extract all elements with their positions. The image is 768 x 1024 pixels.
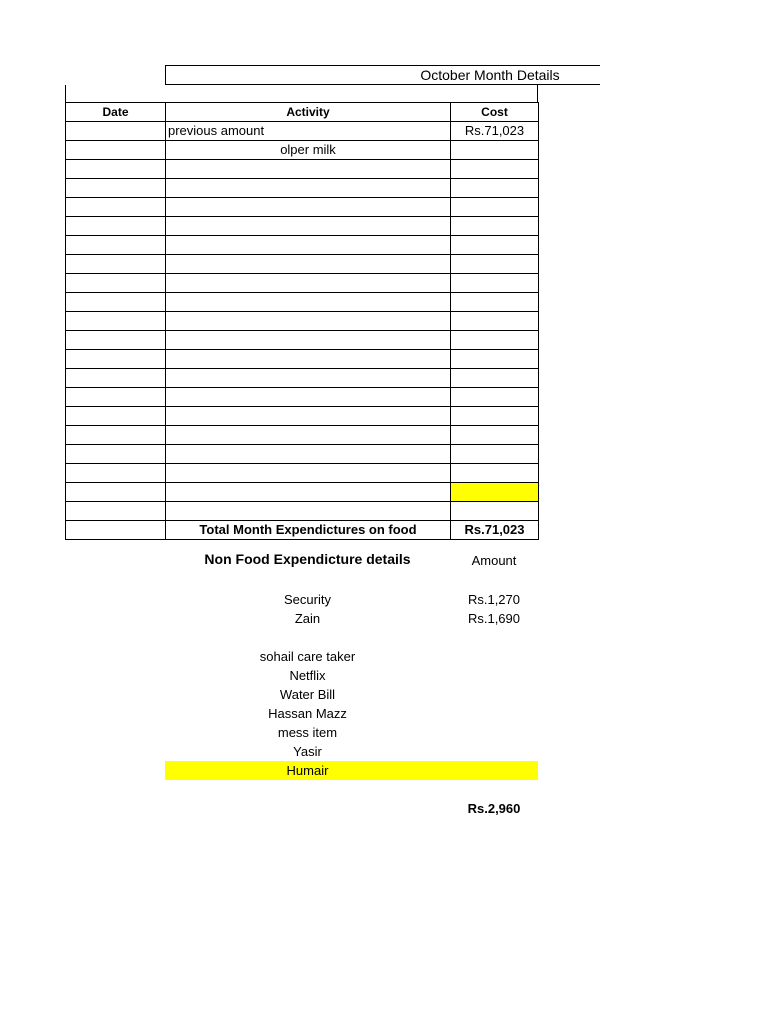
date-cell[interactable]	[66, 122, 166, 141]
total-label[interactable]: Total Month Expendictures on food	[166, 521, 451, 540]
date-cell[interactable]	[66, 312, 166, 331]
item-name: Humair	[286, 763, 329, 778]
table-row	[66, 274, 539, 293]
cost-cell[interactable]: Rs.71,023	[451, 122, 539, 141]
list-item[interactable]	[165, 609, 538, 628]
item-name: Netflix	[289, 668, 326, 683]
date-cell[interactable]	[66, 464, 166, 483]
cost-cell[interactable]	[451, 388, 539, 407]
date-cell[interactable]	[66, 426, 166, 445]
date-cell[interactable]	[66, 274, 166, 293]
cost-cell[interactable]	[451, 141, 539, 160]
item-name: Yasir	[293, 744, 322, 759]
non-food-title: Non Food Expendicture details	[204, 551, 411, 567]
date-cell[interactable]	[66, 198, 166, 217]
list-item[interactable]	[165, 590, 538, 609]
table-row	[66, 255, 539, 274]
activity-cell[interactable]	[166, 502, 451, 521]
list-item-highlighted[interactable]	[165, 761, 538, 780]
item-amount: Rs.1,690	[467, 611, 521, 626]
date-cell[interactable]	[66, 502, 166, 521]
cost-cell[interactable]	[451, 293, 539, 312]
list-item[interactable]	[165, 723, 538, 742]
table-row	[66, 388, 539, 407]
date-cell[interactable]	[66, 160, 166, 179]
table-row	[66, 350, 539, 369]
date-cell[interactable]	[66, 388, 166, 407]
cost-cell[interactable]	[451, 236, 539, 255]
cost-cell[interactable]	[451, 483, 539, 502]
item-name: Water Bill	[279, 687, 336, 702]
activity-cell[interactable]: olper milk	[166, 141, 451, 160]
activity-cell[interactable]	[166, 426, 451, 445]
date-cell[interactable]	[66, 369, 166, 388]
activity-cell[interactable]	[166, 236, 451, 255]
table-row	[66, 141, 539, 160]
cost-cell[interactable]	[451, 179, 539, 198]
table-row	[66, 217, 539, 236]
item-name: mess item	[277, 725, 338, 740]
date-cell[interactable]	[66, 483, 166, 502]
total-row	[66, 521, 539, 540]
date-cell[interactable]	[66, 141, 166, 160]
blank-row[interactable]	[65, 85, 538, 103]
activity-cell[interactable]	[166, 160, 451, 179]
list-item[interactable]	[165, 742, 538, 761]
cost-cell[interactable]	[451, 407, 539, 426]
header-row	[66, 103, 539, 122]
cost-cell[interactable]	[451, 369, 539, 388]
cost-cell[interactable]	[451, 198, 539, 217]
cost-cell[interactable]	[451, 502, 539, 521]
activity-cell[interactable]	[166, 483, 451, 502]
date-cell[interactable]	[66, 293, 166, 312]
table-row	[66, 426, 539, 445]
activity-cell[interactable]	[166, 407, 451, 426]
date-cell[interactable]	[66, 407, 166, 426]
activity-cell[interactable]	[166, 198, 451, 217]
date-header[interactable]: Date	[66, 103, 166, 122]
cost-cell[interactable]	[451, 445, 539, 464]
table-row	[66, 293, 539, 312]
table-row	[66, 198, 539, 217]
cost-cell[interactable]	[451, 255, 539, 274]
table-row	[66, 331, 539, 350]
cost-cell[interactable]	[451, 274, 539, 293]
cost-cell[interactable]	[451, 331, 539, 350]
item-name: sohail care taker	[259, 649, 356, 664]
item-name: Hassan Mazz	[268, 706, 347, 721]
food-expenditure-table	[65, 102, 539, 540]
cost-cell[interactable]	[451, 312, 539, 331]
activity-cell[interactable]	[166, 293, 451, 312]
cost-cell[interactable]	[451, 217, 539, 236]
activity-cell[interactable]	[166, 369, 451, 388]
list-item[interactable]	[165, 666, 538, 685]
date-cell[interactable]	[66, 179, 166, 198]
activity-cell[interactable]	[166, 388, 451, 407]
table-row	[66, 236, 539, 255]
item-amount: Rs.1,270	[467, 592, 521, 607]
table-row	[66, 407, 539, 426]
list-item[interactable]	[165, 685, 538, 704]
date-cell[interactable]	[66, 255, 166, 274]
table-row	[66, 122, 539, 141]
list-item[interactable]	[165, 628, 538, 647]
activity-cell[interactable]	[166, 274, 451, 293]
table-row	[66, 179, 539, 198]
item-name: Zain	[294, 611, 321, 626]
activity-cell[interactable]	[166, 179, 451, 198]
table-row	[66, 464, 539, 483]
amount-header: Amount	[471, 553, 517, 568]
cost-header[interactable]: Cost	[451, 103, 539, 122]
activity-cell[interactable]	[166, 312, 451, 331]
activity-cell[interactable]	[166, 217, 451, 236]
non-food-list	[165, 590, 538, 780]
list-item[interactable]	[165, 647, 538, 666]
cost-cell[interactable]	[451, 350, 539, 369]
date-cell[interactable]	[66, 236, 166, 255]
cost-cell[interactable]	[451, 464, 539, 483]
activity-cell[interactable]	[166, 464, 451, 483]
cost-cell[interactable]	[451, 426, 539, 445]
sheet-title: October Month Details	[420, 67, 560, 83]
activity-cell[interactable]	[166, 331, 451, 350]
activity-cell[interactable]: previous amount	[166, 122, 451, 141]
item-name: Security	[284, 592, 331, 607]
non-food-total: Rs.2,960	[467, 801, 521, 816]
date-cell[interactable]	[66, 331, 166, 350]
table-row	[66, 502, 539, 521]
table-row	[66, 483, 539, 502]
activity-header[interactable]: Activity	[166, 103, 451, 122]
list-item[interactable]	[165, 704, 538, 723]
total-value[interactable]: Rs.71,023	[451, 521, 539, 540]
activity-cell[interactable]	[166, 350, 451, 369]
table-row	[66, 369, 539, 388]
date-cell[interactable]	[66, 521, 166, 540]
activity-cell[interactable]	[166, 255, 451, 274]
date-cell[interactable]	[66, 445, 166, 464]
date-cell[interactable]	[66, 217, 166, 236]
table-row	[66, 445, 539, 464]
table-row	[66, 312, 539, 331]
activity-cell[interactable]	[166, 445, 451, 464]
date-cell[interactable]	[66, 350, 166, 369]
table-row	[66, 160, 539, 179]
cost-cell[interactable]	[451, 160, 539, 179]
